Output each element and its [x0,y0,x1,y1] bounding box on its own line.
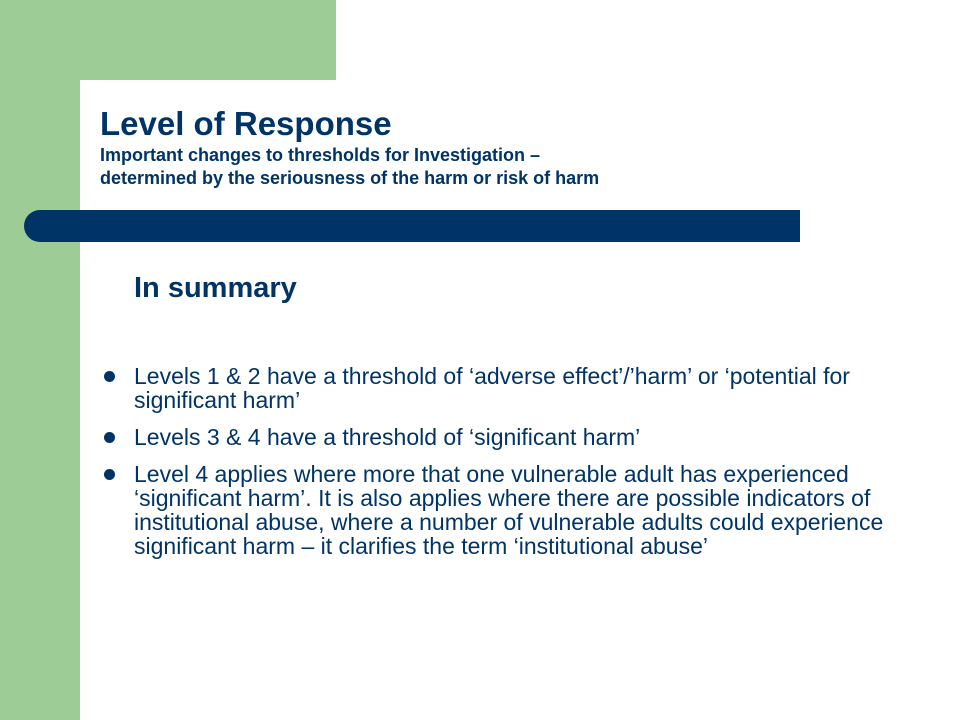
bullet-text: Level 4 applies where more that one vulnerable adult has experienced ‘significant harm’. It is also applies where there are possible indicators of institutional abuse, where a number of vulnerable adults could experience significant harm – it clarifies the term ‘institutional abuse’ [134,461,884,559]
title-divider-bar [24,210,800,242]
bullet-icon [104,432,115,443]
bullet-text: Levels 1 & 2 have a threshold of ‘adverse effect’/’harm’ or ‘potential for significant harm’ [134,363,850,413]
green-side-band [0,0,80,720]
summary-heading: In summary [134,272,297,304]
bullet-icon [104,371,115,382]
bullet-list [104,364,904,571]
bullet-item-3 [104,462,904,558]
subtitle-line-1: Important changes to thresholds for Investigation – [100,145,541,165]
slide-title: Level of Response [100,105,392,142]
subtitle-line-2: determined by the seriousness of the harm or risk of harm [100,168,600,188]
bullet-item-2 [104,425,904,449]
bullet-text: Levels 3 & 4 have a threshold of ‘significant harm’ [134,424,641,450]
title-block [100,106,930,190]
bullet-item-1 [104,364,904,412]
bullet-icon [104,469,115,480]
green-top-band [80,0,336,80]
slide-subtitle [100,144,930,190]
